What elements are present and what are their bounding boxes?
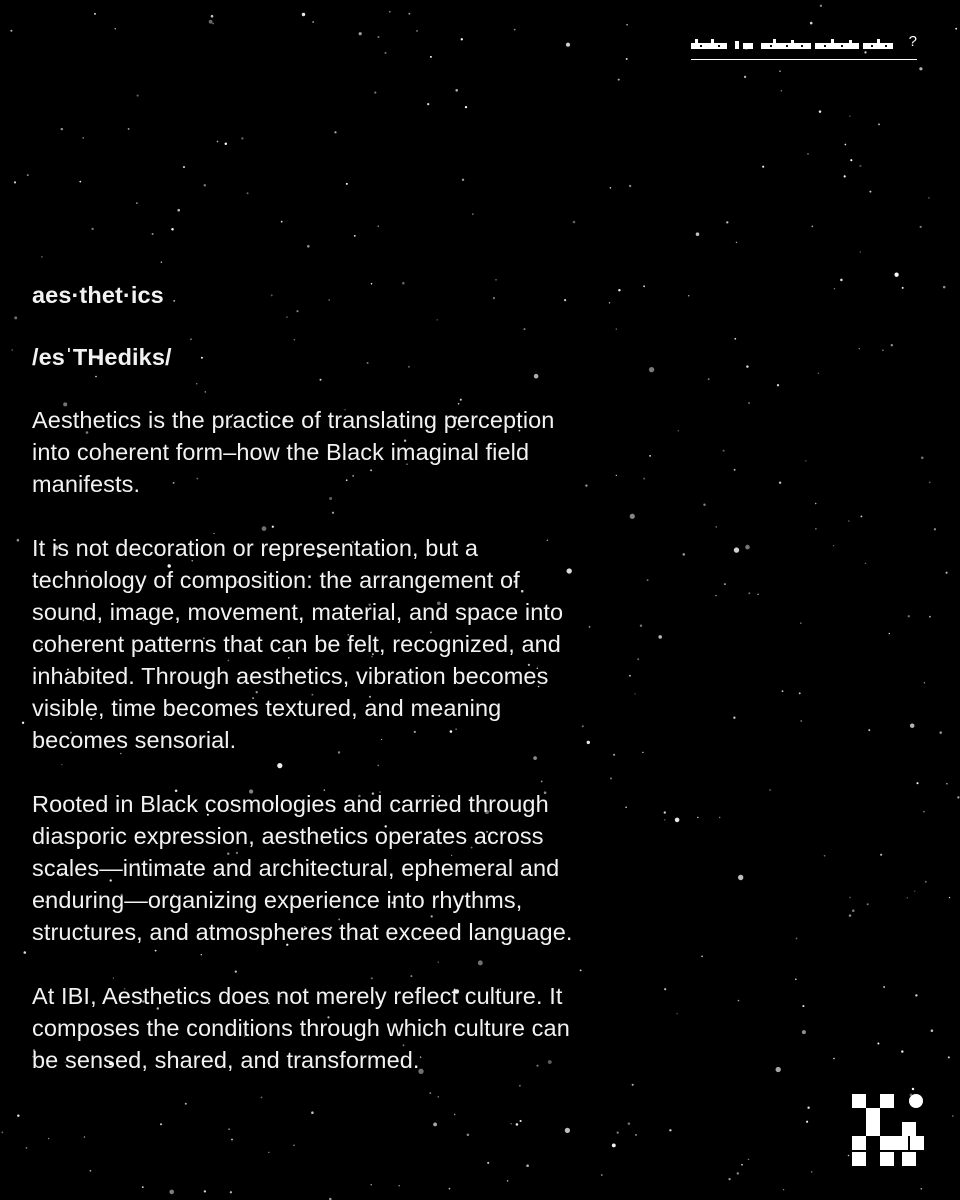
star <box>241 137 243 139</box>
star <box>800 622 802 624</box>
star <box>748 592 750 594</box>
star <box>217 141 219 143</box>
definition-paragraph-1: Aesthetics is the practice of translating perception into coherent form–how the Black imaginal field manifests. <box>32 407 555 497</box>
star <box>247 192 249 194</box>
star <box>928 197 930 199</box>
star <box>675 818 680 823</box>
star <box>461 38 463 40</box>
star <box>48 1138 49 1139</box>
header-title-mark <box>691 34 917 60</box>
header-underline <box>691 59 917 61</box>
star <box>741 1164 743 1166</box>
star <box>637 658 639 660</box>
star <box>377 36 379 38</box>
star <box>796 938 798 940</box>
star <box>748 1159 750 1161</box>
star <box>142 1186 144 1188</box>
star <box>921 457 924 460</box>
star <box>204 1190 206 1192</box>
star <box>948 1056 950 1058</box>
star <box>869 191 871 193</box>
star <box>782 690 784 692</box>
star <box>848 520 850 522</box>
star <box>281 221 283 223</box>
star <box>877 1043 879 1045</box>
star <box>399 1185 400 1186</box>
star <box>762 166 764 168</box>
star <box>757 594 759 596</box>
star <box>955 28 957 30</box>
star <box>946 572 948 574</box>
star <box>894 273 898 277</box>
star <box>14 316 17 319</box>
star <box>697 817 698 818</box>
star <box>744 76 746 78</box>
star <box>939 731 942 734</box>
star <box>810 22 813 25</box>
star <box>507 1180 509 1182</box>
star <box>715 595 716 596</box>
star <box>359 32 362 35</box>
pronunciation: /esˈTHediks/ <box>32 344 172 370</box>
star <box>643 285 645 287</box>
star <box>801 720 802 721</box>
star <box>209 20 213 24</box>
star <box>701 956 703 958</box>
star <box>212 23 214 25</box>
star <box>171 228 174 231</box>
star <box>433 1122 437 1126</box>
star <box>268 1152 269 1153</box>
star <box>745 545 750 550</box>
star <box>526 1164 529 1167</box>
star <box>848 1155 850 1157</box>
star <box>514 29 516 31</box>
star <box>519 1085 521 1087</box>
star <box>777 384 779 386</box>
star <box>228 1129 229 1130</box>
star <box>169 1190 174 1195</box>
star <box>185 1103 187 1105</box>
star <box>914 890 915 891</box>
star <box>416 30 418 32</box>
star <box>610 187 611 188</box>
header-question-mark: ? <box>908 33 917 50</box>
star <box>449 1188 451 1190</box>
headword: aes·thet·ics <box>32 282 164 308</box>
star <box>880 854 882 856</box>
star <box>669 1129 671 1131</box>
star <box>664 988 666 990</box>
star <box>311 1111 314 1114</box>
star <box>738 875 743 880</box>
star <box>487 1162 489 1164</box>
star <box>617 1132 619 1134</box>
star <box>779 482 781 484</box>
star <box>734 469 736 471</box>
definition-paragraph-2: It is not decoration or representation, but a technology of composition: the arrangement of sound, image, movement, material, and space into coherent patterns that can be felt, recognized, and inhabited. Through aesthetics, vibration becomes visible, time becomes textured, and meaning becomes sensorial. <box>32 535 564 753</box>
star <box>573 221 576 224</box>
star <box>924 682 925 683</box>
star <box>293 1145 294 1146</box>
star <box>733 717 735 719</box>
star <box>934 528 936 530</box>
star <box>565 1128 570 1133</box>
star <box>616 475 617 476</box>
star <box>261 1096 263 1098</box>
star <box>736 242 738 244</box>
star <box>225 143 228 146</box>
star <box>920 226 922 228</box>
star <box>632 1084 634 1086</box>
star <box>738 1000 740 1002</box>
star <box>647 579 649 581</box>
star <box>737 1172 739 1174</box>
star <box>806 1121 808 1123</box>
star <box>334 131 336 133</box>
star <box>177 209 180 212</box>
star <box>748 402 750 404</box>
star <box>378 226 379 227</box>
star <box>643 478 645 480</box>
star <box>610 777 612 779</box>
star <box>815 503 817 505</box>
star <box>472 213 474 215</box>
star <box>734 338 736 340</box>
star <box>901 1050 903 1052</box>
star <box>312 21 314 23</box>
star <box>616 328 617 329</box>
star <box>891 344 893 346</box>
star <box>566 43 570 47</box>
star <box>734 547 739 552</box>
star <box>136 202 137 203</box>
star <box>61 128 63 130</box>
star <box>384 52 386 54</box>
star <box>10 30 12 32</box>
star <box>82 137 84 139</box>
star <box>776 1067 781 1072</box>
star <box>833 545 834 546</box>
star <box>724 583 726 585</box>
star <box>916 782 918 784</box>
star <box>613 754 615 756</box>
star <box>850 159 852 161</box>
star <box>726 221 728 223</box>
star <box>11 349 13 351</box>
star <box>664 811 666 813</box>
star <box>868 729 870 731</box>
definition-paragraph-3: Rooted in Black cosmologies and carried through diasporic expression, aesthetics operates across scales—intimate and architectural, ephemeral and enduring—organizing experience into rhythms, structures, and atmospheres that exceed language. <box>32 791 573 945</box>
star <box>520 1120 522 1122</box>
star <box>807 153 809 155</box>
star <box>929 482 931 484</box>
star <box>231 1139 233 1141</box>
star <box>902 287 904 289</box>
star <box>455 89 458 92</box>
star <box>658 635 662 639</box>
star <box>230 1191 232 1193</box>
star <box>629 185 631 187</box>
star <box>467 1134 470 1137</box>
star <box>640 625 642 627</box>
star <box>618 79 620 81</box>
star <box>805 460 806 461</box>
star <box>833 1058 835 1060</box>
star <box>115 28 116 29</box>
star <box>923 811 925 813</box>
star <box>943 286 946 289</box>
star <box>883 986 885 988</box>
star <box>1 1132 3 1134</box>
star <box>626 24 628 26</box>
star <box>90 1170 92 1172</box>
star <box>204 184 206 186</box>
star <box>849 914 851 916</box>
star <box>908 615 910 617</box>
star <box>389 11 391 13</box>
star <box>728 1178 730 1180</box>
star <box>430 56 432 58</box>
star <box>799 692 801 694</box>
star <box>41 256 43 258</box>
star <box>618 289 620 291</box>
star <box>867 903 869 905</box>
star <box>949 897 950 898</box>
star <box>84 1136 86 1138</box>
star <box>346 183 348 185</box>
star <box>516 1123 519 1126</box>
star <box>465 106 467 108</box>
star <box>715 526 717 528</box>
star <box>635 1134 637 1136</box>
star <box>612 1143 616 1147</box>
star <box>795 978 797 980</box>
star <box>183 166 185 168</box>
star <box>802 1030 806 1034</box>
star <box>354 235 356 237</box>
star <box>649 455 651 457</box>
star <box>840 279 843 282</box>
star <box>649 367 654 372</box>
star <box>929 616 931 618</box>
star <box>723 450 725 452</box>
star <box>783 1189 784 1190</box>
star <box>834 288 835 289</box>
star <box>24 951 27 954</box>
star <box>427 103 429 105</box>
star <box>860 251 861 252</box>
star <box>307 245 310 248</box>
star <box>781 90 783 92</box>
definition-paragraph-4: At IBI, Aesthetics does not merely reflect culture. It composes the conditions through which culture can be sensed, shared, and transformed. <box>32 983 570 1073</box>
star <box>137 95 139 97</box>
star <box>819 110 822 113</box>
star <box>820 5 822 7</box>
pixel-title-glyphs <box>691 39 901 53</box>
star <box>160 1123 162 1125</box>
star <box>815 528 816 529</box>
star <box>22 722 24 724</box>
star <box>128 128 130 130</box>
star <box>920 1188 922 1190</box>
star <box>642 752 643 753</box>
star <box>664 819 666 821</box>
star <box>915 994 917 996</box>
star <box>878 123 880 125</box>
star <box>882 350 884 352</box>
star <box>511 1123 512 1124</box>
star <box>408 13 410 15</box>
star <box>302 13 305 16</box>
star <box>462 179 464 181</box>
star <box>844 175 846 177</box>
star <box>859 348 860 349</box>
star <box>811 226 813 228</box>
star <box>628 1122 631 1125</box>
star <box>925 881 927 883</box>
star <box>161 261 163 263</box>
star <box>454 1114 455 1115</box>
star <box>849 897 851 899</box>
star <box>907 897 908 898</box>
star <box>211 15 214 18</box>
star <box>370 1184 371 1185</box>
star <box>865 563 866 564</box>
star <box>931 1029 934 1032</box>
star <box>429 1092 431 1094</box>
star <box>678 430 679 431</box>
star <box>26 1147 28 1149</box>
star <box>849 115 850 116</box>
star <box>811 1171 812 1172</box>
star <box>683 553 686 556</box>
star <box>779 70 781 72</box>
star <box>807 1107 809 1109</box>
star <box>696 232 700 236</box>
star <box>91 228 93 230</box>
star <box>14 181 16 183</box>
star <box>852 909 855 912</box>
star <box>17 539 20 542</box>
star <box>17 1114 19 1116</box>
star <box>601 1174 603 1176</box>
star <box>957 796 959 798</box>
star <box>769 789 771 791</box>
star <box>845 144 847 146</box>
star <box>708 378 710 380</box>
star <box>802 1005 804 1007</box>
star <box>630 514 635 519</box>
star <box>818 373 820 375</box>
star <box>746 365 748 367</box>
star <box>626 58 628 60</box>
star <box>79 181 81 183</box>
star <box>634 693 635 694</box>
star <box>860 515 862 517</box>
star <box>952 1115 953 1116</box>
star <box>824 855 826 857</box>
star <box>919 67 922 70</box>
star <box>629 675 631 677</box>
star <box>609 302 610 303</box>
star <box>625 807 627 809</box>
star <box>719 817 720 818</box>
star <box>888 633 890 635</box>
star <box>703 503 705 505</box>
star <box>910 723 915 728</box>
star <box>374 92 376 94</box>
star <box>94 13 96 15</box>
star <box>152 233 154 235</box>
definition-entry <box>32 279 592 1076</box>
star <box>946 783 948 785</box>
star <box>859 165 861 167</box>
star <box>676 1013 677 1014</box>
star <box>27 174 29 176</box>
star <box>688 295 689 296</box>
ibi-pixel-logo-icon <box>852 1094 924 1166</box>
star <box>438 1096 439 1097</box>
star <box>912 1088 914 1090</box>
